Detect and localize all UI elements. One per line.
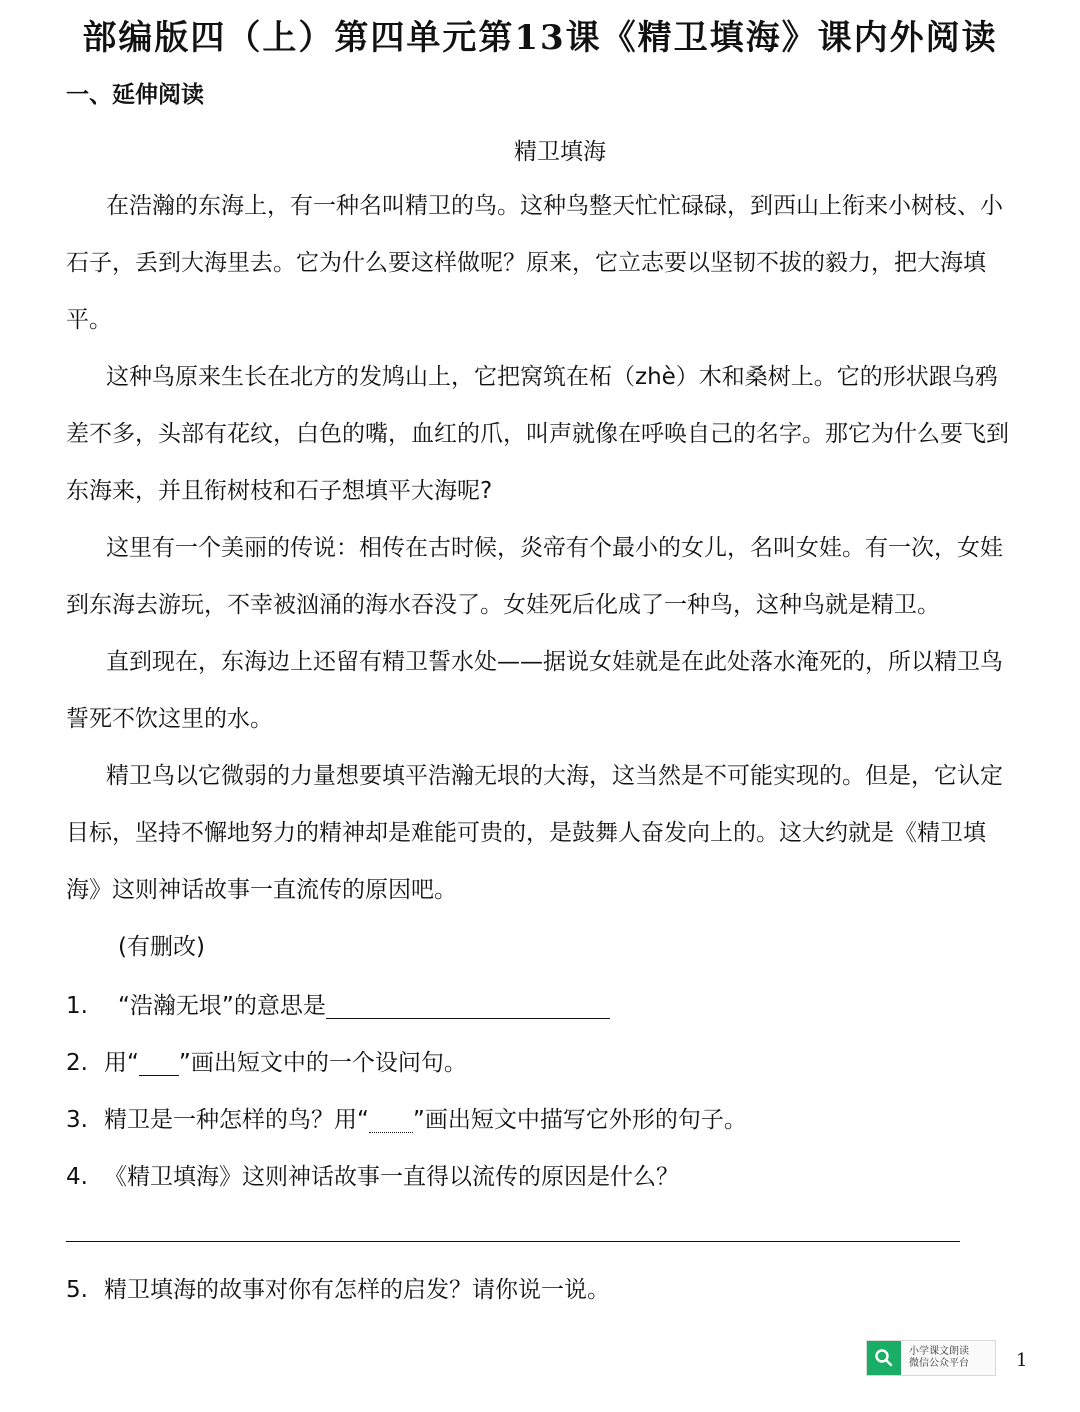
paragraph-4: 直到现在，东海边上还留有精卫誓水处——据说女娃就是在此处落水淹死的，所以精卫鸟誓死不饮这里的水。 (66, 649, 1003, 732)
paragraph-2: 这种鸟原来生长在北方的发鸠山上，它把窝筑在柘（zhè）木和桑树上。它的形状跟乌鸦差不多，头部有花纹，白色的嘴，血红的爪，叫声就像在呼唤自己的名字。那它为什么要飞到东海来，并且衔树枝和石子想填平大海呢? (66, 364, 1009, 504)
question-text: 精卫填海的故事对你有怎样的启发？请你说一说。 (104, 1277, 610, 1303)
question-4 (66, 1158, 679, 1191)
question-text: “浩瀚无垠”的意思是 (118, 993, 326, 1019)
search-icon (867, 1341, 901, 1375)
paragraph-3: 这里有一个美丽的传说：相传在古时候，炎帝有个最小的女儿，名叫女娃。有一次，女娃到东海去游玩，不幸被汹涌的海水吞没了。女娃死后化成了一种鸟，这种鸟就是精卫。 (66, 535, 1003, 618)
question-number: 3. (66, 1107, 88, 1133)
passage-title: 精卫填海 (514, 139, 606, 165)
question-text: ”画出短文中描写它外形的句子。 (412, 1107, 747, 1133)
brand-line-1: 小学课文朗读 (909, 1346, 969, 1357)
question-text: 用“ (104, 1050, 139, 1076)
question-text: ”画出短文中的一个设问句。 (178, 1050, 467, 1076)
wavy-underline-sample (369, 1110, 413, 1133)
underline-sample (139, 1053, 179, 1076)
question-1 (66, 987, 610, 1020)
answer-line[interactable] (66, 1241, 960, 1242)
edit-note: (有删改) (118, 934, 205, 960)
section-heading: 一、延伸阅读 (66, 82, 204, 108)
question-5 (66, 1271, 610, 1304)
question-2 (66, 1044, 467, 1077)
question-number: 1. (66, 993, 88, 1019)
question-number: 5. (66, 1277, 88, 1303)
question-text: 《精卫填海》这则神话故事一直得以流传的原因是什么？ (104, 1164, 679, 1190)
answer-blank[interactable] (326, 996, 610, 1019)
paragraph-1: 在浩瀚的东海上，有一种名叫精卫的鸟。这种鸟整天忙忙碌碌，到西山上衔来小树枝、小石子，丢到大海里去。它为什么要这样做呢？原来，它立志要以坚韧不拔的毅力，把大海填平。 (66, 193, 1003, 333)
paragraph-5: 精卫鸟以它微弱的力量想要填平浩瀚无垠的大海，这当然是不可能实现的。但是，它认定目标，坚持不懈地努力的精神却是难能可贵的，是鼓舞人奋发向上的。这大约就是《精卫填海》这则神话故事一直流传的原因吧。 (66, 763, 1003, 903)
page-title: 部编版四（上）第四单元第13课《精卫填海》课内外阅读 (82, 18, 998, 58)
question-3 (66, 1101, 747, 1134)
question-text: 精卫是一种怎样的鸟？用“ (104, 1107, 369, 1133)
brand-line-2: 微信公众平台 (909, 1358, 969, 1369)
question-number: 4. (66, 1164, 88, 1190)
page-number: 1 (1016, 1350, 1028, 1371)
wechat-brand-badge (866, 1340, 996, 1376)
question-number: 2. (66, 1050, 88, 1076)
